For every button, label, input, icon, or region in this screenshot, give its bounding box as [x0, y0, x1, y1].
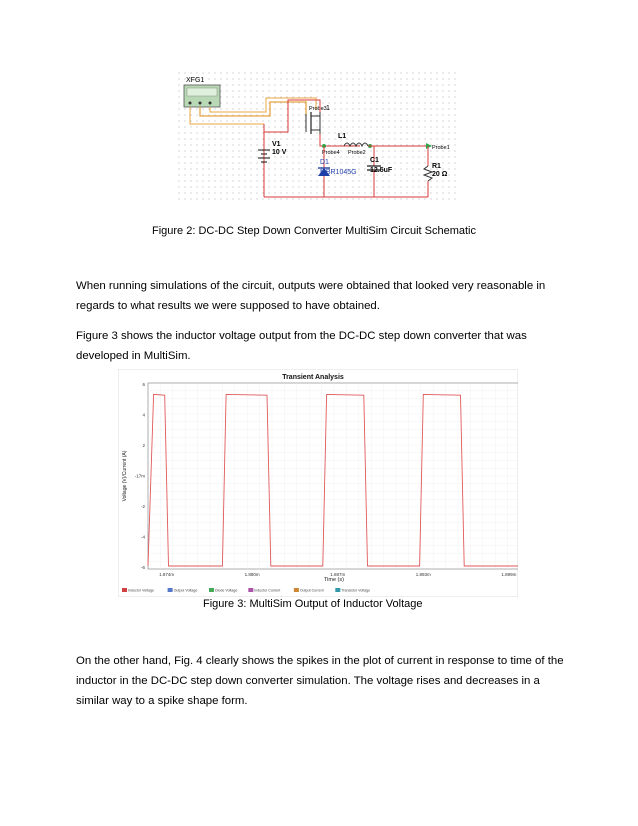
legend-entry: Output Current — [299, 588, 324, 593]
y-tick-label: 2 — [142, 443, 145, 449]
probe3-number: 1 — [326, 105, 330, 112]
legend-swatch — [122, 588, 127, 592]
paragraph-simulation-results: When running simulations of the circuit, outputs were obtained that looked very reasonable in regards to what results we were supposed to have obtained. — [76, 280, 546, 312]
y-tick-label: -17m — [134, 473, 145, 479]
figure3-caption: Figure 3: MultiSim Output of Inductor Voltage — [203, 598, 423, 610]
y-tick-label: -4 — [140, 534, 145, 540]
x-tick-label: 1.893m — [415, 572, 431, 577]
legend-entry: Output Voltage — [173, 588, 198, 593]
diode-value: MBR1045G — [320, 169, 357, 176]
legend-entry: Inductor Voltage — [128, 588, 154, 593]
inductor-label: L1 — [338, 133, 347, 140]
y-tick-label: 4 — [142, 412, 145, 418]
paragraph-current-spikes: On the other hand, Fig. 4 clearly shows the spikes in the plot of current in response to time of the inductor in the DC-DC step down converter simulation. The voltage rises and decreases in a similar way to a spike shape form. — [76, 655, 564, 707]
transient-analysis-chart — [118, 369, 518, 597]
legend-swatch — [209, 588, 214, 592]
x-tick-label: 1.899m — [501, 572, 517, 577]
y-tick-label: 6 — [142, 382, 145, 388]
legend-entry: Transistor Voltage — [341, 588, 371, 593]
probe1-label: Probe1 — [432, 145, 450, 151]
y-tick-label: -2 — [140, 504, 145, 510]
figure2-caption: Figure 2: DC-DC Step Down Converter MultiSim Circuit Schematic — [152, 225, 476, 237]
capacitor-label: C1 — [370, 157, 379, 164]
y-axis-label: Voltage (V)/Current (A) — [122, 450, 128, 502]
paragraph-figure3-intro: Figure 3 shows the inductor voltage output from the DC-DC step down converter that was developed in MultiSim. — [76, 330, 527, 362]
v1-value: 10 V — [272, 149, 287, 156]
legend-entry: Diode Voltage — [215, 588, 238, 593]
circuit-schematic — [178, 72, 458, 202]
probe2-label: Probe2 — [348, 150, 366, 156]
y-tick-label: -6 — [140, 565, 145, 571]
v1-label: V1 — [272, 141, 281, 148]
resistor-value: 20 Ω — [432, 171, 448, 178]
probe3-label: Probe3 — [309, 106, 327, 112]
x-tick-label: 1.887m — [330, 572, 346, 577]
legend-swatch — [335, 588, 340, 592]
diode-label: D1 — [320, 159, 329, 166]
probe4-label: Probe4 — [322, 150, 340, 156]
legend-swatch — [248, 588, 253, 592]
x-tick-label: 1.874m — [159, 572, 175, 577]
xfg-label: XFG1 — [186, 77, 205, 84]
chart-title: Transient Analysis — [282, 374, 344, 381]
legend-swatch — [168, 588, 173, 592]
capacitor-value: 12.5uF — [370, 167, 393, 174]
legend-swatch — [294, 588, 299, 592]
x-axis-label: Time (s) — [324, 577, 344, 583]
resistor-label: R1 — [432, 163, 441, 170]
legend-entry: Inductor Current — [254, 588, 281, 593]
x-tick-label: 1.880m — [244, 572, 260, 577]
